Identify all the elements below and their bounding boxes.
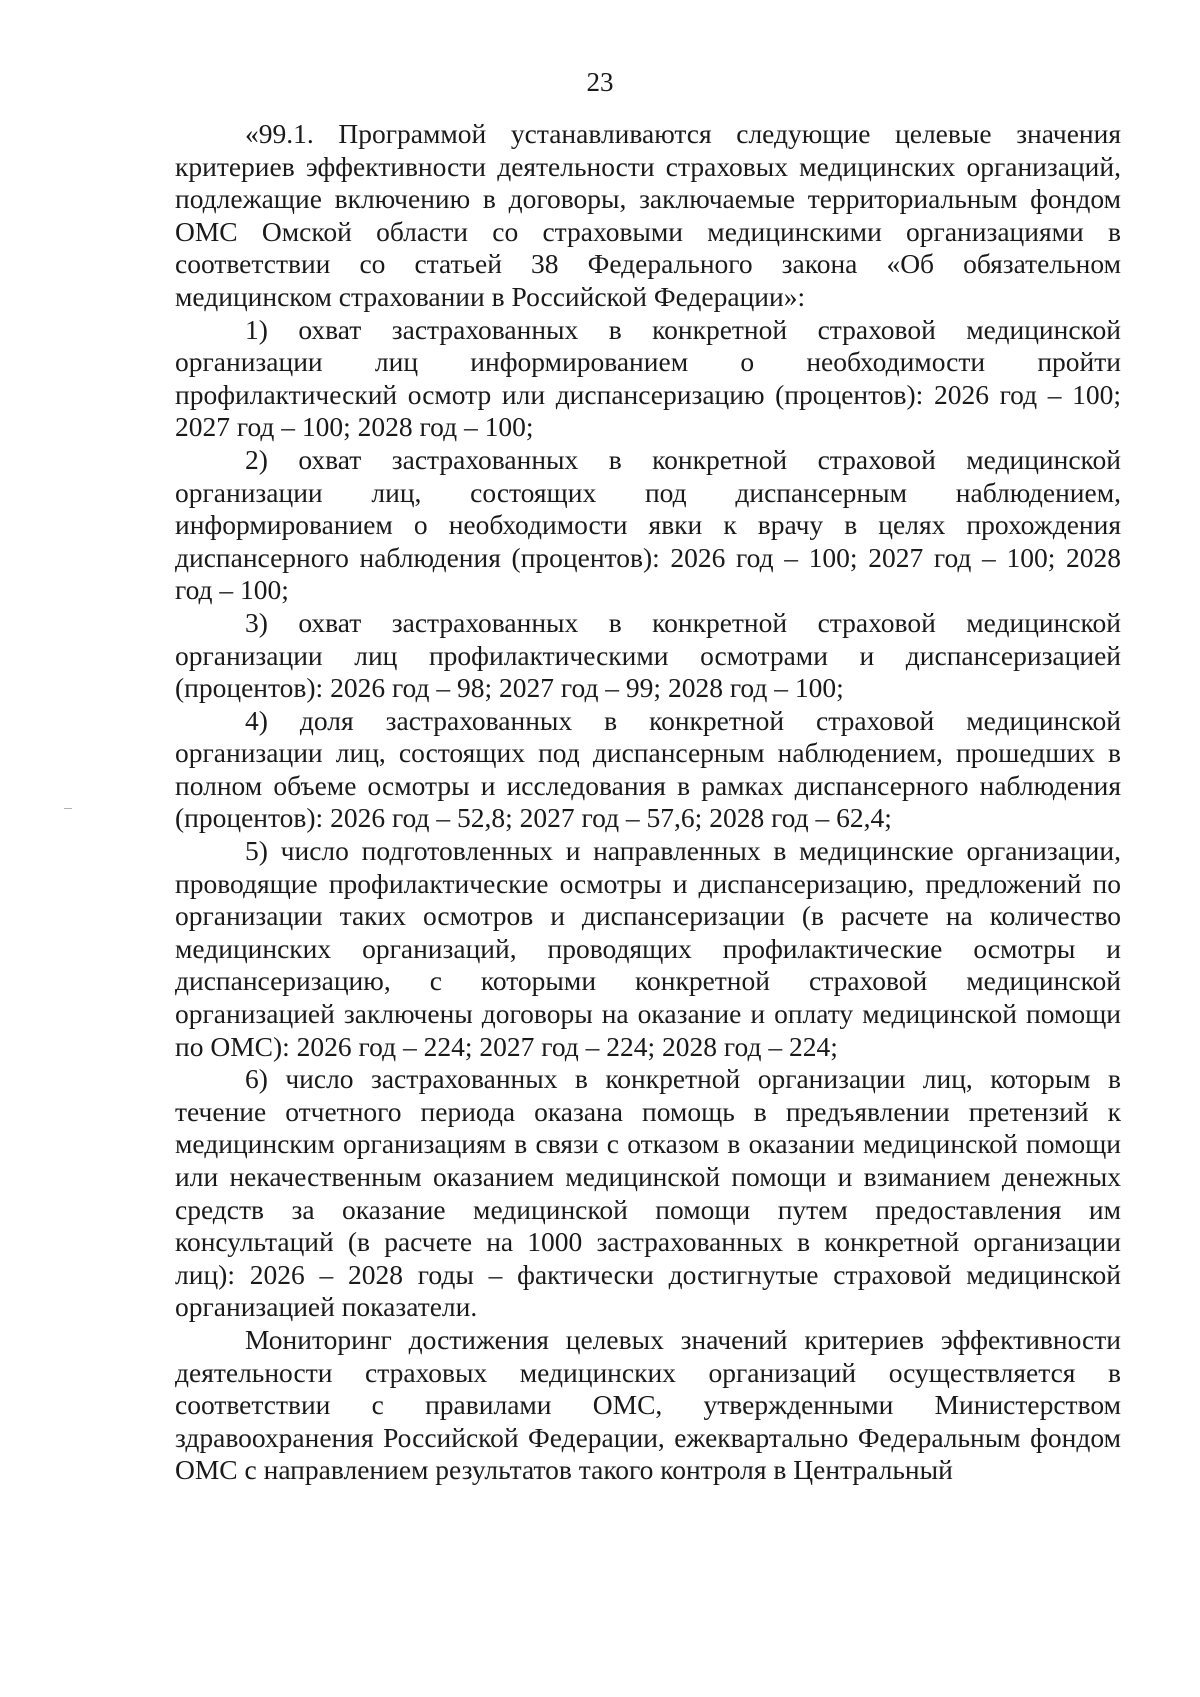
paragraph-item-1: 1) охват застрахованных в конкретной страховой медицинской организации лиц информированием о необходимости пройти профилактический осмотр или диспансеризацию (процентов): 2026 год – 100; 2027 год – 100; 2028 год – 100;: [175, 313, 1121, 443]
margin-mark: [64, 808, 72, 809]
page-number: 23: [586, 67, 614, 97]
paragraph-item-4: 4) доля застрахованных в конкретной страховой медицинской организации лиц, состоящих под диспансерным наблюдением, прошедших в полном объеме осмотры и исследования в рамках диспансерного наблюдения (процентов): 2026 год – 52,8; 2027 год – 57,6; 2028 год – 62,4;: [175, 704, 1121, 834]
paragraph-monitoring: Мониторинг достижения целевых значений критериев эффективности деятельности страховых медицинских организаций осуществляется в соответствии с правилами ОМС, утвержденными Министерством здравоохранения Российской Федерации, ежеквартально Федеральным фондом ОМС с направлением результатов такого контроля в Центральный: [175, 1323, 1121, 1486]
paragraph-item-2: 2) охват застрахованных в конкретной страховой медицинской организации лиц, состоящих под диспансерным наблюдением, информированием о необходимости явки к врачу в целях прохождения диспансерного наблюдения (процентов): 2026 год – 100; 2027 год – 100; 2028 год – 100;: [175, 443, 1121, 606]
paragraph-item-5: 5) число подготовленных и направленных в медицинские организации, проводящие профилактические осмотры и диспансеризацию, предложений по организации таких осмотров и диспансеризации (в расчете на количество медицинских организаций, проводящих профилактические осмотры и диспансеризацию, с которыми конкретной страховой медицинской организацией заключены договоры на оказание и оплату медицинской помощи по ОМС): 2026 год – 224; 2027 год – 224; 2028 год – 224;: [175, 835, 1121, 1062]
document-body: [175, 118, 1121, 1487]
paragraph-intro: «99.1. Программой устанавливаются следующие целевые значения критериев эффективности деятельности страховых медицинских организаций, подлежащие включению в договоры, заключаемые территориальным фондом ОМС Омской области со страховыми медицинскими организациями в соответствии со статьей 38 Федерального закона «Об обязательном медицинском страховании в Российской Федерации»:: [175, 118, 1121, 312]
paragraph-item-3: 3) охват застрахованных в конкретной страховой медицинской организации лиц профилактическими осмотрами и диспансеризацией (процентов): 2026 год – 98; 2027 год – 99; 2028 год – 100;: [175, 606, 1121, 704]
paragraph-item-6: 6) число застрахованных в конкретной организации лиц, которым в течение отчетного периода оказана помощь в предъявлении претензий к медицинским организациям в связи с отказом в оказании медицинской помощи или некачественным оказанием медицинской помощи и взиманием денежных средств за оказание медицинской помощи путем предоставления им консультаций (в расчете на 1000 застрахованных в конкретной организации лиц): 2026 – 2028 годы – фактически достигнутые страховой медицинской организацией показатели.: [175, 1063, 1121, 1323]
